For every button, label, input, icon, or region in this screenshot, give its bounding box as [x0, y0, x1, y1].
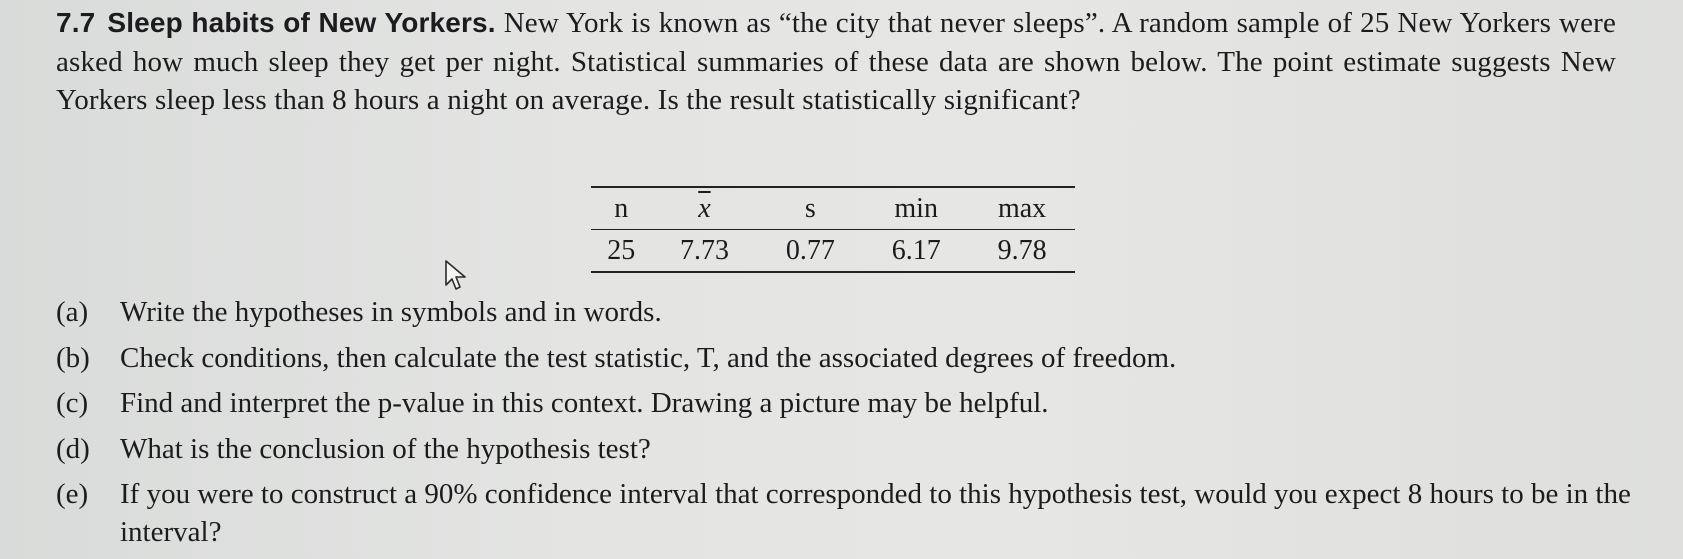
table-row [591, 230, 1075, 273]
problem-statement [56, 4, 1616, 120]
list-item [56, 430, 1636, 468]
header-max: max [997, 192, 1047, 224]
part-label: (e) [56, 478, 89, 510]
question-parts-list [56, 293, 1636, 559]
problem-number: 7.7 [56, 7, 96, 38]
part-text: Write the hypotheses in symbols and in words. [120, 296, 662, 328]
value-max: 9.78 [997, 234, 1047, 266]
part-text: What is the conclusion of the hypothesis test? [120, 432, 651, 465]
part-text: Find and interpret the p-value in this context. Drawing a picture may be helpful. [120, 387, 1049, 419]
value-n: 25 [607, 234, 636, 266]
summary-statistics-table [591, 186, 1075, 273]
problem-title: Sleep habits of New Yorkers. [107, 7, 496, 38]
mouse-pointer-icon [444, 259, 470, 291]
list-item [56, 293, 1636, 331]
list-item [56, 384, 1636, 422]
problem-body: New York is known as “the city that never sleeps”. A random sample of 25 New Yorkers were asked how much sleep they get per night. Statistical summaries of these data are shown below. The point estimate suggests New Yorkers sleep less than 8 hours a night on average. Is the result statistically significant? [56, 7, 1616, 116]
value-xbar: 7.73 [679, 234, 729, 266]
value-min: 6.17 [891, 234, 941, 266]
header-n: n [614, 192, 629, 224]
list-item [56, 339, 1636, 377]
part-label: (c) [56, 387, 89, 419]
part-label: (a) [56, 296, 89, 328]
part-text: If you were to construct a 90% confidence interval that corresponded to this hypothesis test, would you expect 8 hours to be in the interval? [120, 478, 1631, 548]
header-s: s [804, 192, 816, 224]
header-min: min [894, 192, 938, 224]
part-label: (d) [56, 432, 90, 465]
part-label: (b) [56, 341, 90, 374]
value-s: 0.77 [785, 234, 835, 266]
part-text: Check conditions, then calculate the test statistic, T, and the associated degrees of freedom. [120, 341, 1177, 374]
list-item [56, 475, 1636, 551]
xbar-symbol: $\overline{x}$ [698, 192, 711, 224]
table-header-row [591, 187, 1075, 230]
header-xbar [652, 187, 758, 230]
